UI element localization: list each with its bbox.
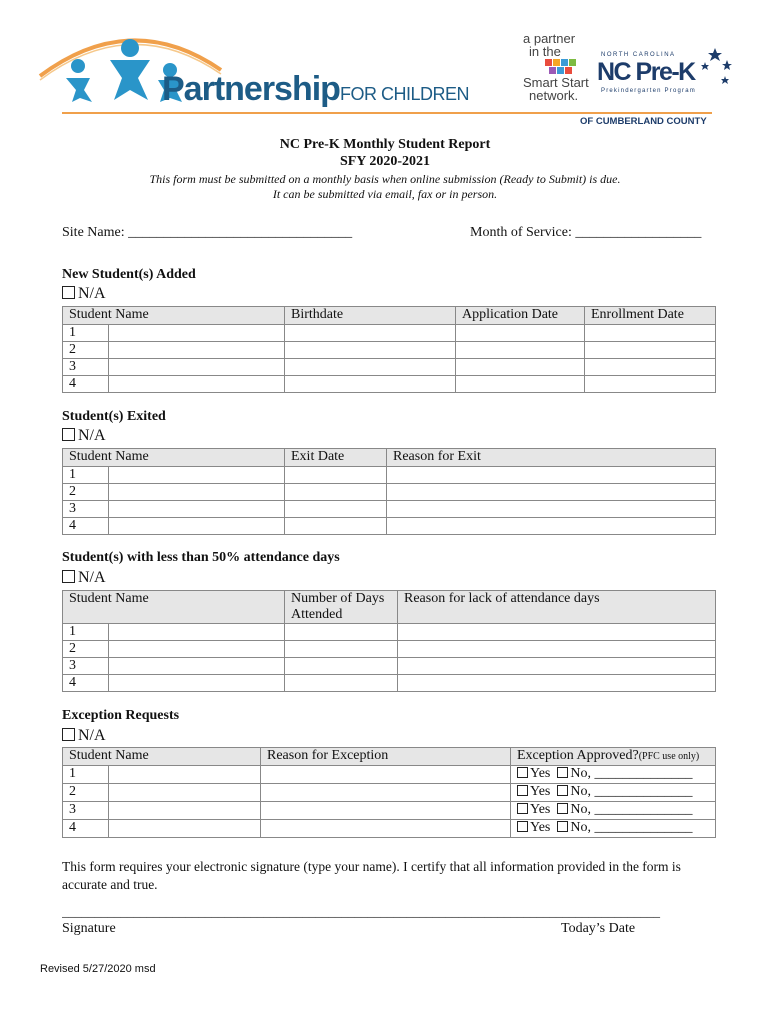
no-checkbox[interactable] [557,785,568,796]
row-number: 4 [63,518,109,535]
cell[interactable] [387,518,716,535]
row-number: 1 [63,624,109,641]
col-student-name: Student Name [63,748,261,766]
table-row [63,467,716,484]
name-cell[interactable] [109,820,261,838]
table-row [63,342,716,359]
attendance-table [62,590,716,692]
partner-line-3: Smart Start [523,75,589,90]
revision-footer: Revised 5/27/2020 msd [40,963,156,975]
cell[interactable] [285,376,456,393]
month-of-service-field[interactable]: Month of Service: __________________ [470,225,702,240]
table-row [63,376,716,393]
table-row [63,518,716,535]
table-row [63,802,716,820]
row-number: 2 [63,641,109,658]
org-name-rest: FOR CHILDREN [339,84,469,104]
cell[interactable] [585,325,716,342]
table-row [63,501,716,518]
cell[interactable] [285,359,456,376]
checkbox-icon[interactable] [62,428,75,441]
partner-line-2: in the [529,44,561,59]
na-label: N/A [78,285,106,302]
row-number: 3 [63,802,109,820]
name-cell[interactable] [109,624,285,641]
table-row [63,641,716,658]
county-label: OF CUMBERLAND COUNTY [580,116,707,127]
name-cell[interactable] [109,784,261,802]
col-student-name: Student Name [63,591,285,624]
col-enrollment-date: Enrollment Date [585,307,716,325]
cell[interactable] [456,376,585,393]
attendance-na-checkbox[interactable] [62,569,106,587]
col-exception-approved [511,748,716,766]
name-cell[interactable] [109,359,285,376]
header-divider [62,112,712,114]
col-exit-date: Exit Date [285,449,387,467]
no-label: No, ______________ [570,784,693,799]
col-student-name: Student Name [63,307,285,325]
signature-label: Signature [62,921,116,936]
cell[interactable] [387,484,716,501]
na-label: N/A [78,727,106,744]
yes-checkbox[interactable] [517,767,528,778]
notice-line-1: This form must be submitted on a monthly basis when online submission (Ready to Submit) is due. [149,172,621,186]
name-cell[interactable] [109,467,285,484]
partnership-logo [36,18,516,118]
name-cell[interactable] [109,766,261,784]
signature-line[interactable]: ____________________________________________________________________________________________ [62,904,660,919]
added-na-checkbox[interactable] [62,285,106,303]
table-row [63,624,716,641]
na-label: N/A [78,569,106,586]
cell[interactable] [285,624,398,641]
page-subtitle: SFY 2020-2021 [339,154,431,169]
name-cell[interactable] [109,802,261,820]
no-label: No, ______________ [570,766,693,781]
row-number: 3 [63,501,109,518]
name-cell[interactable] [109,501,285,518]
name-cell[interactable] [109,641,285,658]
cell[interactable] [285,342,456,359]
stars-icon [695,46,735,90]
table-row [63,484,716,501]
row-number: 4 [63,376,109,393]
col-reason-lack-attendance: Reason for lack of attendance days [398,591,716,624]
ncprek-sub: Prekindergarten Program [601,88,696,94]
cell[interactable] [285,325,456,342]
ncprek-top: NORTH CAROLINA [601,52,676,58]
row-number: 2 [63,784,109,802]
yes-label: Yes [530,766,551,781]
approved-note: (PFC use only) [638,751,700,762]
table-row [63,784,716,802]
cell[interactable] [285,641,398,658]
name-cell[interactable] [109,376,285,393]
cell[interactable] [456,325,585,342]
cell[interactable] [398,675,716,692]
cell[interactable] [285,484,387,501]
checkbox-icon[interactable] [62,570,75,583]
name-cell[interactable] [109,518,285,535]
no-label: No, ______________ [570,802,693,817]
row-number: 1 [63,766,109,784]
no-checkbox[interactable] [557,767,568,778]
cell[interactable] [398,641,716,658]
cell[interactable] [261,766,511,784]
col-application-date: Application Date [456,307,585,325]
table-row [63,658,716,675]
partner-line-1: a partner [523,31,576,46]
exited-heading: Student(s) Exited [62,409,166,424]
cell[interactable] [285,467,387,484]
cell[interactable] [585,376,716,393]
row-number: 1 [63,467,109,484]
name-cell[interactable] [109,325,285,342]
approval-cell [511,784,716,802]
cell[interactable] [261,820,511,838]
smart-start-logo [523,32,589,102]
cell[interactable] [285,501,387,518]
row-number: 4 [63,675,109,692]
exceptions-heading: Exception Requests [62,708,180,723]
cell[interactable] [261,784,511,802]
row-number: 3 [63,658,109,675]
yes-label: Yes [530,802,551,817]
site-name-field[interactable]: Site Name: ________________________________ [62,225,353,240]
page-title: NC Pre-K Monthly Student Report [279,137,491,152]
cell[interactable] [585,359,716,376]
approved-label: Exception Approved? [517,748,639,763]
cell[interactable] [387,501,716,518]
table-row [63,820,716,838]
table-row [63,675,716,692]
col-student-name: Student Name [63,449,285,467]
table-row [63,325,716,342]
row-number: 2 [63,342,109,359]
cell[interactable] [285,675,398,692]
col-days-attended: Number of Days Attended [285,591,398,624]
col-reason-for-exception: Reason for Exception [261,748,511,766]
name-cell[interactable] [109,675,285,692]
row-number: 3 [63,359,109,376]
cell[interactable] [398,624,716,641]
cell[interactable] [261,802,511,820]
name-cell[interactable] [109,342,285,359]
yes-label: Yes [530,820,551,835]
checkbox-icon[interactable] [62,286,75,299]
cell[interactable] [285,518,387,535]
cell[interactable] [456,359,585,376]
name-cell[interactable] [109,484,285,501]
row-number: 1 [63,325,109,342]
ncprek-name: NC Pre-K [597,58,695,86]
row-number: 4 [63,820,109,838]
yes-label: Yes [530,784,551,799]
approval-cell [511,802,716,820]
col-reason-for-exit: Reason for Exit [387,449,716,467]
exceptions-na-checkbox[interactable] [62,727,106,745]
cell[interactable] [456,342,585,359]
cell[interactable] [285,658,398,675]
approval-cell [511,820,716,838]
no-label: No, ______________ [570,820,693,835]
partner-line-4: network. [529,88,579,103]
certification-text: This form requires your electronic signature (type your name). I certify that all information provided in the form is accurate and true. [62,859,681,892]
na-label: N/A [78,427,106,444]
cell[interactable] [387,467,716,484]
added-table [62,306,716,393]
exceptions-table [62,747,716,838]
attendance-heading: Student(s) with less than 50% attendance days [62,550,340,565]
approval-cell [511,766,716,784]
notice-line-2: It can be submitted via email, fax or in person. [272,187,498,201]
table-row [63,766,716,784]
todays-date-label: Today’s Date [561,921,636,936]
yes-checkbox[interactable] [517,821,528,832]
ncprek-logo [597,52,737,102]
exited-table [62,448,716,535]
exited-na-checkbox[interactable] [62,427,106,445]
org-name-bold: Partnership [162,70,340,108]
no-checkbox[interactable] [557,803,568,814]
cell[interactable] [585,342,716,359]
yes-checkbox[interactable] [517,785,528,796]
col-birthdate: Birthdate [285,307,456,325]
name-cell[interactable] [109,658,285,675]
added-heading: New Student(s) Added [62,267,196,282]
row-number: 2 [63,484,109,501]
cell[interactable] [398,658,716,675]
no-checkbox[interactable] [557,821,568,832]
yes-checkbox[interactable] [517,803,528,814]
table-row [63,359,716,376]
checkbox-icon[interactable] [62,728,75,741]
